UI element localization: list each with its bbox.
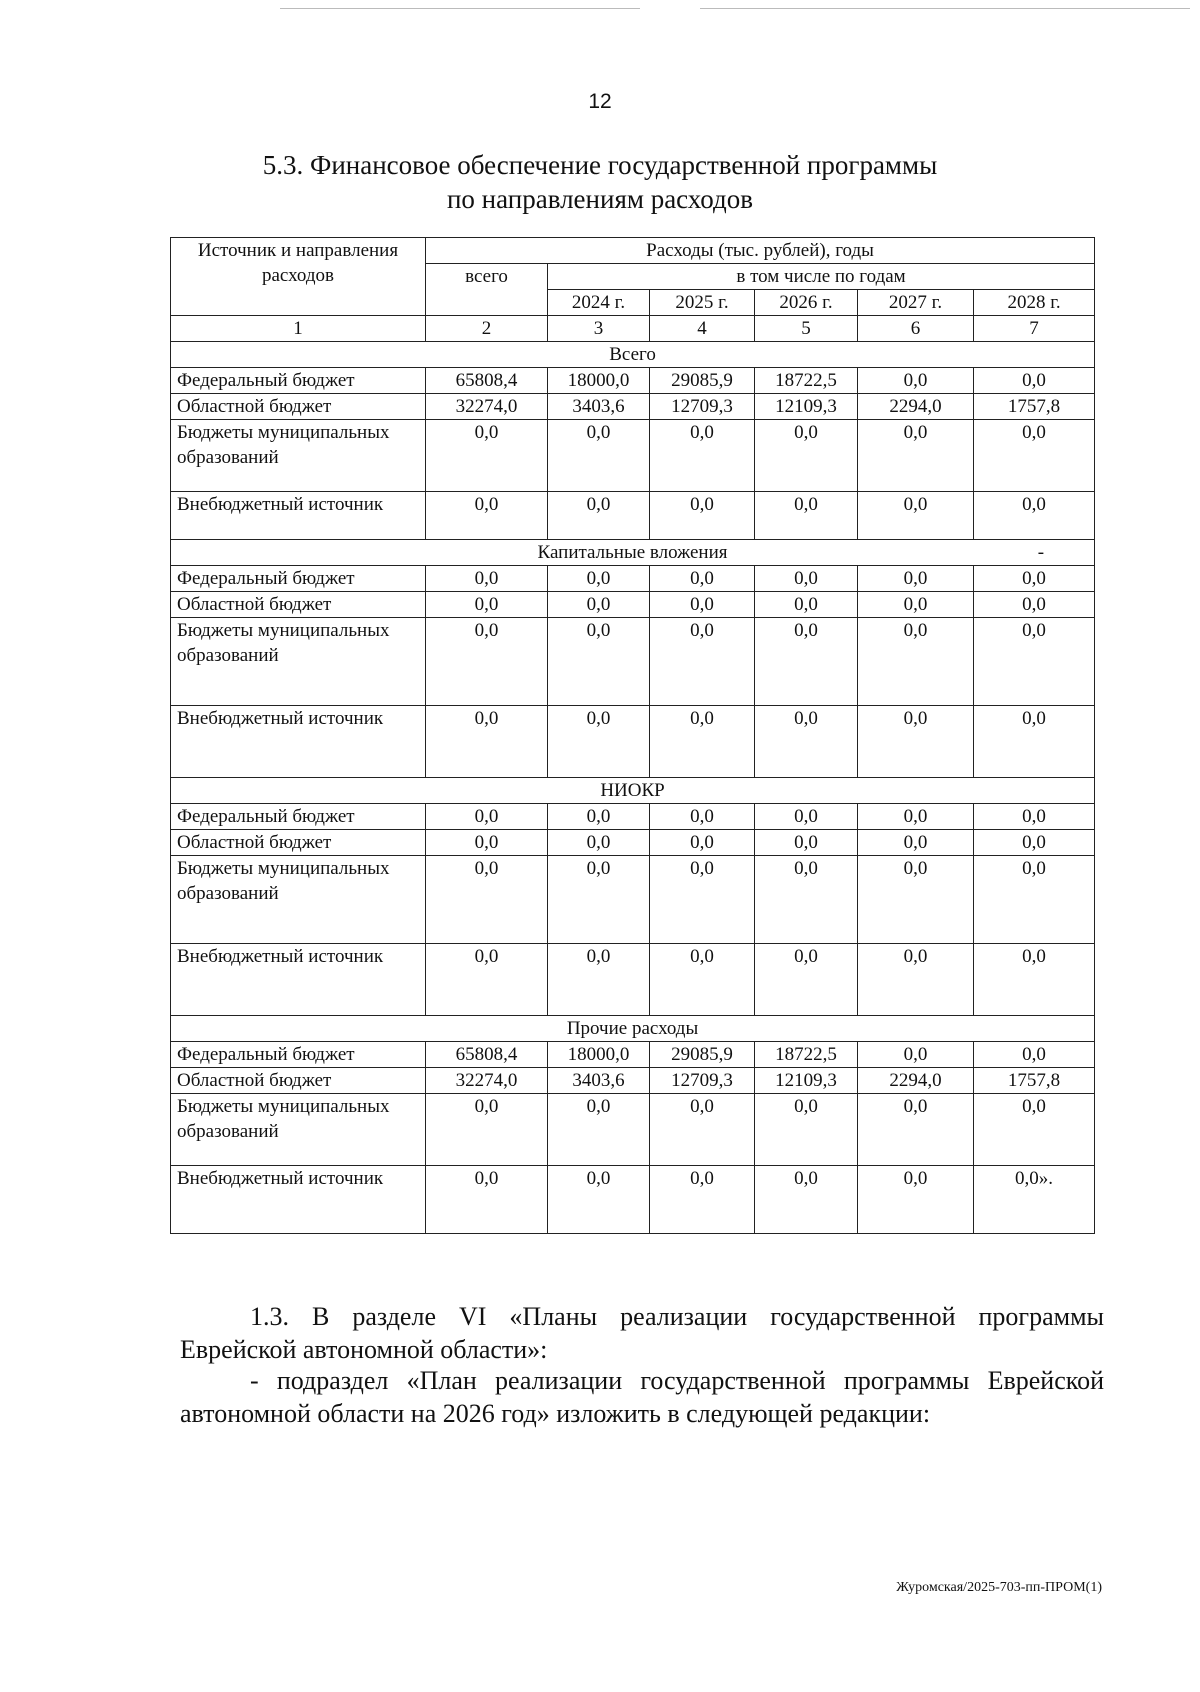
cell-value: 0,0 xyxy=(858,368,974,394)
cell-value: 18000,0 xyxy=(548,1042,650,1068)
header-year: 2026 г. xyxy=(755,290,858,316)
table-row xyxy=(171,856,1095,944)
cell-value: 0,0 xyxy=(755,706,858,778)
cell-value: 0,0 xyxy=(858,944,974,1016)
table-row xyxy=(171,492,1095,540)
row-label: Областной бюджет xyxy=(171,592,426,618)
cell-value: 0,0 xyxy=(755,856,858,944)
cell-value: 0,0 xyxy=(858,1094,974,1166)
header-by-years: в том числе по годам xyxy=(548,264,1095,290)
document-footer-id: Журомская/2025-703-пп-ПРОМ(1) xyxy=(896,1580,1102,1595)
row-label: Бюджеты муниципальных образований xyxy=(171,1094,426,1166)
cell-value: 18722,5 xyxy=(755,368,858,394)
cell-value: 0,0 xyxy=(426,804,548,830)
cell-value: 0,0 xyxy=(974,368,1095,394)
cell-value: 0,0 xyxy=(426,566,548,592)
cell-value: 12109,3 xyxy=(755,1068,858,1094)
cell-value: 29085,9 xyxy=(650,368,755,394)
page-number: 12 xyxy=(588,90,612,113)
cell-value: 0,0 xyxy=(548,804,650,830)
cell-value: 3403,6 xyxy=(548,1068,650,1094)
cell-value: 0,0 xyxy=(650,856,755,944)
cell-value: 0,0 xyxy=(650,592,755,618)
table-row xyxy=(171,394,1095,420)
table-row xyxy=(171,592,1095,618)
section-title: Всего xyxy=(609,344,656,365)
section-header xyxy=(171,1016,1095,1042)
cell-value: 12709,3 xyxy=(650,1068,755,1094)
row-label: Федеральный бюджет xyxy=(171,804,426,830)
cell-value: 2294,0 xyxy=(858,394,974,420)
cell-value: 0,0 xyxy=(755,618,858,706)
cell-value: 0,0 xyxy=(650,566,755,592)
cell-value: 12109,3 xyxy=(755,394,858,420)
cell-value: 0,0 xyxy=(755,1166,858,1234)
cell-value: 0,0 xyxy=(858,1042,974,1068)
table-row xyxy=(171,566,1095,592)
cell-value: 29085,9 xyxy=(650,1042,755,1068)
cell-value: 0,0 xyxy=(548,492,650,540)
cell-value: 0,0 xyxy=(858,618,974,706)
cell-value: 0,0 xyxy=(974,804,1095,830)
cell-value: 0,0 xyxy=(974,856,1095,944)
row-label: Областной бюджет xyxy=(171,830,426,856)
cell-value: 0,0 xyxy=(650,1166,755,1234)
cell-value: 0,0 xyxy=(548,420,650,492)
section-title: НИОКР xyxy=(600,780,665,801)
cell-value: 0,0 xyxy=(548,944,650,1016)
cell-value: 0,0 xyxy=(650,492,755,540)
row-label: Внебюджетный источник xyxy=(171,944,426,1016)
row-label: Бюджеты муниципальных образований xyxy=(171,856,426,944)
row-label: Федеральный бюджет xyxy=(171,566,426,592)
paragraph-subsection: - подраздел «План реализации государственной программы Еврейской автономной области на 2026 год» изложить в следующей редакции: xyxy=(180,1366,1104,1428)
row-label: Внебюджетный источник xyxy=(171,1166,426,1234)
cell-value: 1757,8 xyxy=(974,1068,1095,1094)
cell-value: 0,0 xyxy=(858,1166,974,1234)
cell-value: 32274,0 xyxy=(426,1068,548,1094)
header-source: Источник и направления расходов xyxy=(171,238,426,316)
cell-value: 0,0 xyxy=(426,856,548,944)
header-year: 2027 г. xyxy=(858,290,974,316)
scan-artifact-line xyxy=(280,8,640,9)
cell-value: 0,0 xyxy=(426,1166,548,1234)
cell-value: 0,0 xyxy=(974,706,1095,778)
cell-value: 0,0 xyxy=(650,420,755,492)
cell-value: 0,0 xyxy=(548,856,650,944)
cell-value: 0,0 xyxy=(755,944,858,1016)
row-label: Внебюджетный источник xyxy=(171,492,426,540)
cell-value: 0,0 xyxy=(426,492,548,540)
section-mark: - xyxy=(1037,542,1045,563)
cell-value: 0,0 xyxy=(650,706,755,778)
column-number: 6 xyxy=(858,316,974,342)
table-row xyxy=(171,804,1095,830)
cell-value: 0,0 xyxy=(548,706,650,778)
column-number: 7 xyxy=(974,316,1095,342)
section-title: Капитальные вложения xyxy=(537,542,728,563)
table-row xyxy=(171,420,1095,492)
cell-value: 0,0 xyxy=(650,618,755,706)
cell-value: 0,0 xyxy=(974,1094,1095,1166)
header-year: 2025 г. xyxy=(650,290,755,316)
cell-value: 0,0 xyxy=(426,706,548,778)
cell-value: 0,0 xyxy=(548,618,650,706)
section-header xyxy=(171,342,1095,368)
row-label: Внебюджетный источник xyxy=(171,706,426,778)
table-row xyxy=(171,1094,1095,1166)
row-label: Бюджеты муниципальных образований xyxy=(171,618,426,706)
cell-value: 0,0 xyxy=(974,944,1095,1016)
cell-value: 0,0 xyxy=(548,1094,650,1166)
cell-value: 0,0 xyxy=(974,830,1095,856)
cell-value: 0,0 xyxy=(858,492,974,540)
header-total: всего xyxy=(426,264,548,316)
cell-value: 0,0 xyxy=(755,492,858,540)
cell-value: 0,0 xyxy=(858,706,974,778)
column-number: 4 xyxy=(650,316,755,342)
cell-value: 0,0 xyxy=(650,944,755,1016)
section-title-line-2: по направлениям расходов xyxy=(446,184,753,214)
table-row xyxy=(171,1166,1095,1234)
table-row xyxy=(171,618,1095,706)
cell-value: 1757,8 xyxy=(974,394,1095,420)
cell-value: 0,0 xyxy=(755,592,858,618)
cell-value: 0,0 xyxy=(548,830,650,856)
cell-value: 65808,4 xyxy=(426,1042,548,1068)
header-expenses-title: Расходы (тыс. рублей), годы xyxy=(426,238,1095,264)
scan-artifact-line xyxy=(700,8,1190,9)
cell-value: 18000,0 xyxy=(548,368,650,394)
cell-value: 0,0 xyxy=(755,1094,858,1166)
cell-value: 0,0 xyxy=(426,420,548,492)
row-label: Областной бюджет xyxy=(171,1068,426,1094)
cell-value: 32274,0 xyxy=(426,394,548,420)
column-number: 1 xyxy=(171,316,426,342)
cell-value: 0,0 xyxy=(974,1042,1095,1068)
cell-value: 0,0 xyxy=(548,592,650,618)
financing-table xyxy=(170,237,1095,1234)
section-title-line-1: 5.3. Финансовое обеспечение государственной программы xyxy=(262,150,938,180)
cell-value: 0,0 xyxy=(548,1166,650,1234)
cell-value: 0,0 xyxy=(650,804,755,830)
header-year: 2024 г. xyxy=(548,290,650,316)
table-row xyxy=(171,1042,1095,1068)
cell-value: 0,0 xyxy=(426,592,548,618)
cell-value: 0,0 xyxy=(858,830,974,856)
cell-value: 0,0 xyxy=(426,618,548,706)
cell-value: 0,0 xyxy=(426,944,548,1016)
section-title: Прочие расходы xyxy=(566,1018,699,1039)
row-label: Федеральный бюджет xyxy=(171,1042,426,1068)
cell-value: 2294,0 xyxy=(858,1068,974,1094)
cell-value: 0,0 xyxy=(974,592,1095,618)
cell-value: 0,0 xyxy=(755,566,858,592)
cell-value: 0,0 xyxy=(426,830,548,856)
table-row xyxy=(171,944,1095,1016)
cell-value: 65808,4 xyxy=(426,368,548,394)
cell-value: 0,0 xyxy=(974,618,1095,706)
cell-value: 0,0 xyxy=(858,566,974,592)
section-title xyxy=(0,148,1200,216)
cell-value: 0,0 xyxy=(858,856,974,944)
cell-value: 0,0 xyxy=(650,830,755,856)
cell-value: 0,0 xyxy=(974,566,1095,592)
cell-value: 0,0 xyxy=(858,592,974,618)
column-number: 3 xyxy=(548,316,650,342)
column-number: 5 xyxy=(755,316,858,342)
cell-value: 0,0 xyxy=(755,830,858,856)
section-header xyxy=(171,540,1095,566)
row-label: Областной бюджет xyxy=(171,394,426,420)
cell-value: 3403,6 xyxy=(548,394,650,420)
row-label: Бюджеты муниципальных образований xyxy=(171,420,426,492)
column-number: 2 xyxy=(426,316,548,342)
table-row xyxy=(171,706,1095,778)
cell-value: 0,0 xyxy=(755,420,858,492)
cell-value: 0,0 xyxy=(974,420,1095,492)
table-row xyxy=(171,830,1095,856)
cell-value: 0,0 xyxy=(974,492,1095,540)
row-label: Федеральный бюджет xyxy=(171,368,426,394)
cell-value: 12709,3 xyxy=(650,394,755,420)
header-year: 2028 г. xyxy=(974,290,1095,316)
table-row xyxy=(171,368,1095,394)
cell-value: 0,0 xyxy=(548,566,650,592)
cell-value: 0,0 xyxy=(858,804,974,830)
cell-value: 0,0 xyxy=(858,420,974,492)
cell-value: 0,0 xyxy=(755,804,858,830)
table-row xyxy=(171,1068,1095,1094)
cell-value: 0,0 xyxy=(426,1094,548,1166)
cell-value: 0,0». xyxy=(974,1166,1095,1234)
paragraph-1-3: 1.3. В разделе VI «Планы реализации государственной программы Еврейской автономной области»: xyxy=(180,1302,1104,1364)
section-header xyxy=(171,778,1095,804)
cell-value: 0,0 xyxy=(650,1094,755,1166)
cell-value: 18722,5 xyxy=(755,1042,858,1068)
